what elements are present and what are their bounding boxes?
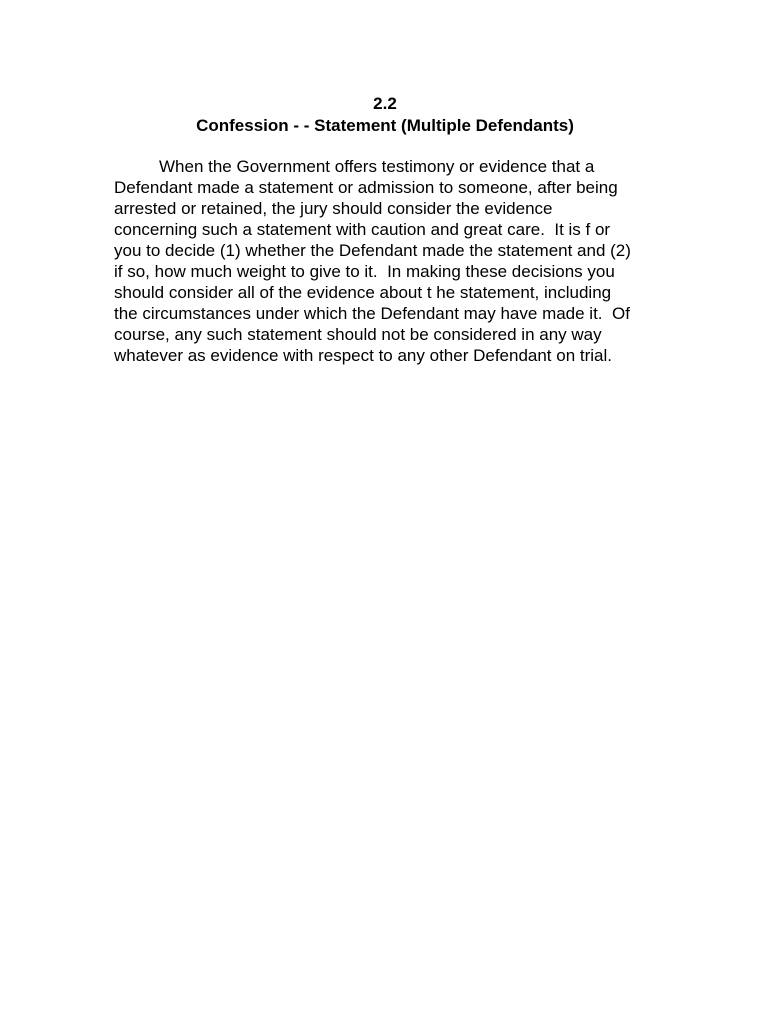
section-title: Confession - - Statement (Multiple Defendants) — [196, 116, 574, 135]
body-paragraph — [114, 156, 674, 366]
section-number: 2.2 — [373, 94, 397, 113]
body-line: concerning such a statement with caution and great care. It is f or — [114, 220, 611, 239]
body-line: Defendant made a statement or admission to someone, after being — [114, 178, 618, 197]
body-line: arrested or retained, the jury should consider the evidence — [114, 199, 553, 218]
body-line: you to decide (1) whether the Defendant made the statement and (2) — [114, 241, 631, 260]
body-line: should consider all of the evidence about t he statement, including — [114, 283, 612, 302]
body-line: if so, how much weight to give to it. In making these decisions you — [114, 262, 615, 281]
body-line: whatever as evidence with respect to any other Defendant on trial. — [114, 346, 613, 365]
body-line: When the Government offers testimony or evidence that a — [159, 157, 595, 176]
body-line: the circumstances under which the Defendant may have made it. Of — [114, 304, 630, 323]
body-line: course, any such statement should not be considered in any way — [114, 325, 602, 344]
